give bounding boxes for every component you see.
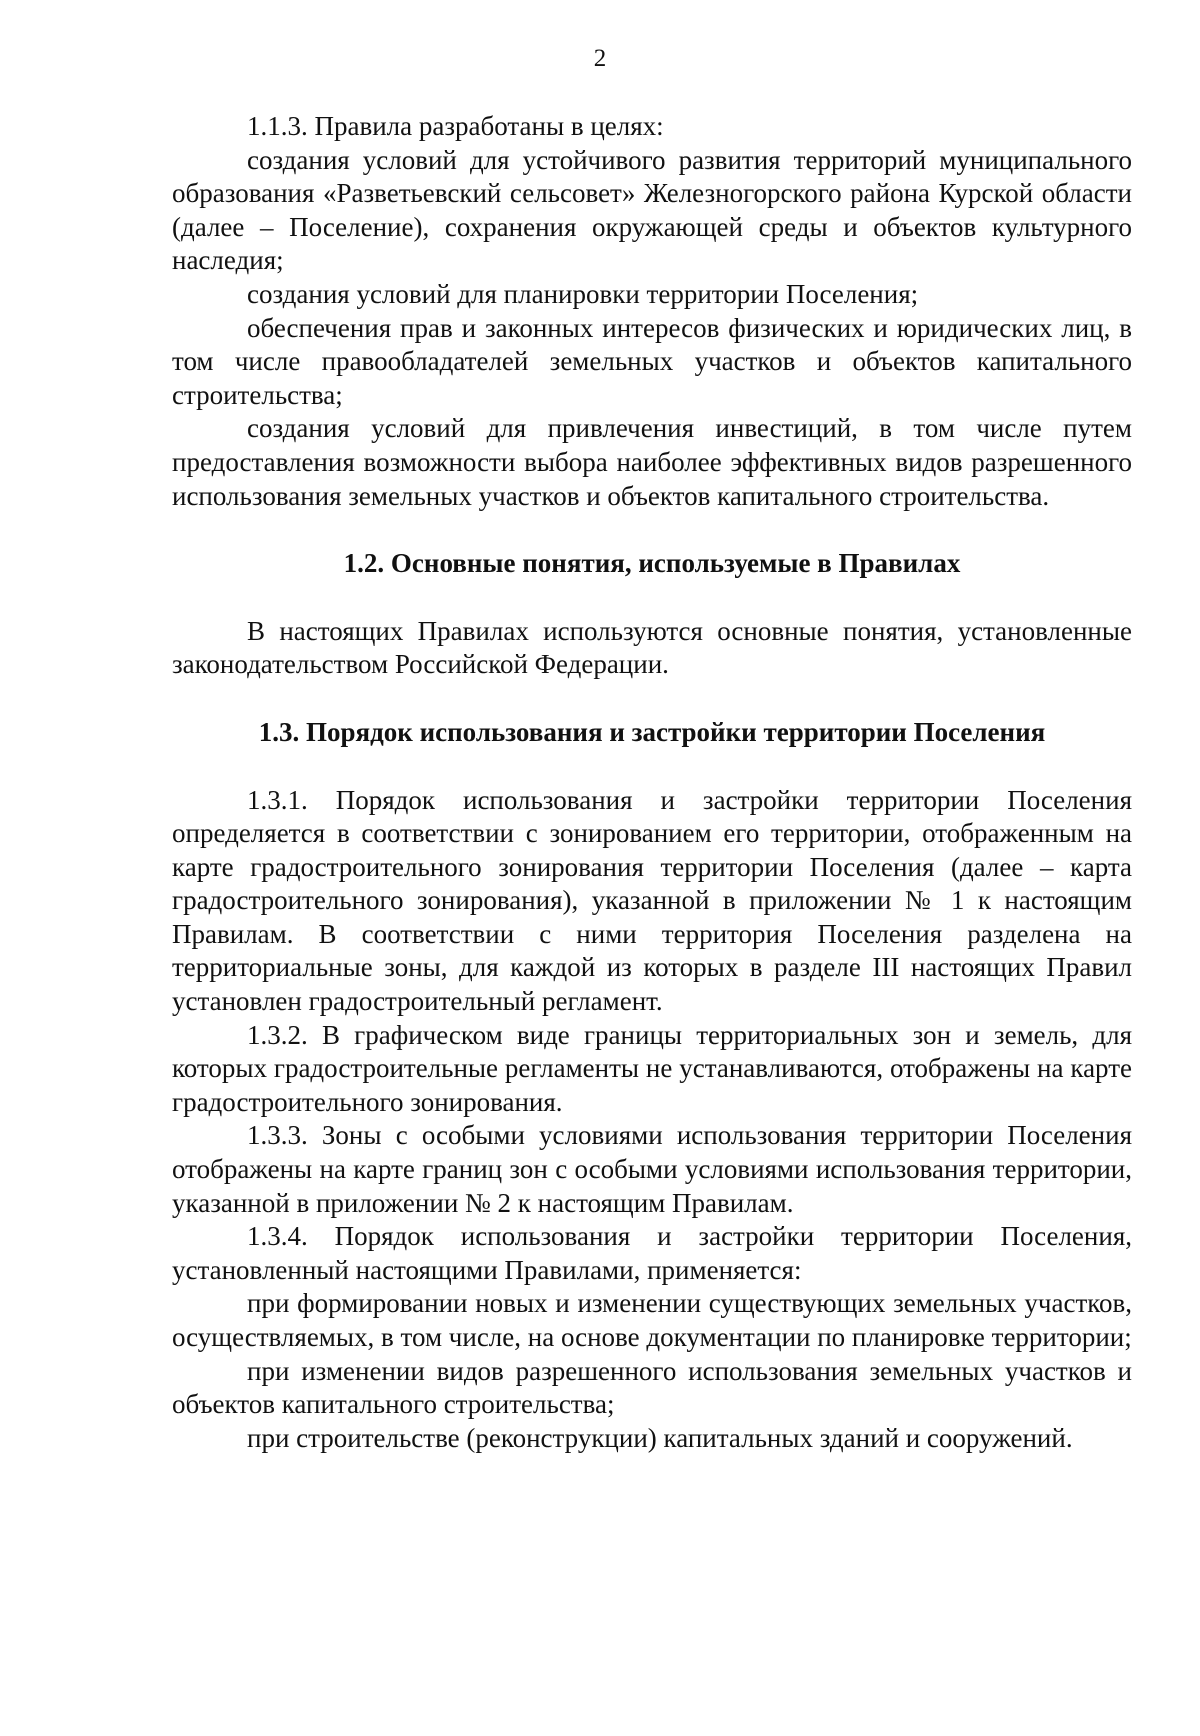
application-item: при формировании новых и изменении существующих земельных участков, осуществляемых, в том числе, на основе документации по планировке территории; bbox=[172, 1288, 1132, 1352]
section-1-2-text: В настоящих Правилах используются основные понятия, установленные законодательством Российской Федерации. bbox=[172, 615, 1132, 680]
section-1-1-3-title: 1.1.3. Правила разработаны в целях: bbox=[247, 111, 664, 141]
application-item: при строительстве (реконструкции) капитальных зданий и сооружений. bbox=[247, 1422, 1073, 1453]
section-1-3-2: 1.3.2. В графическом виде границы территориальных зон и земель, для которых градостроительные регламенты не устанавливаются, отображены на карте градостроительного зонирования. bbox=[172, 1019, 1132, 1117]
section-1-3-1: 1.3.1. Порядок использования и застройки территории Поселения определяется в соответствии с зонированием его территории, отображенным на карте градостроительного зонирования территории Поселения (далее – карта градостроительного зонирования), указанной в приложении № 1 к настоящим Правилам. В соответствии с ними территория Поселения разделена на территориальные зоны, для каждой из которых в разделе III настоящих Правил установлен градостроительный регламент. bbox=[172, 784, 1132, 1017]
page-number: 2 bbox=[593, 45, 607, 72]
goal-item: создания условий для устойчивого развития территорий муниципального образования «Разветьевский сельсовет» Железногорского района Курской области (далее – Поселение), сохранения окружающей среды и объектов культурного наследия; bbox=[172, 144, 1132, 276]
goal-item: обеспечения прав и законных интересов физических и юридических лиц, в том числе правообладателей земельных участков и объектов капитального строительства; bbox=[172, 312, 1132, 410]
goal-item: создания условий для привлечения инвестиций, в том числе путем предоставления возможности выбора наиболее эффективных видов разрешенного использования земельных участков и объектов капитального строительства. bbox=[172, 413, 1132, 511]
goal-item: создания условий для планировки территории Поселения; bbox=[247, 278, 919, 309]
section-1-3-4: 1.3.4. Порядок использования и застройки территории Поселения, установленный настоящими Правилами, применяется: bbox=[172, 1221, 1132, 1285]
document-body bbox=[172, 110, 1132, 1455]
section-1-3-3: 1.3.3. Зоны с особыми условиями использования территории Поселения отображены на карте границ зон с особыми условиями использования территории, указанной в приложении № 2 к настоящим Правилам. bbox=[172, 1120, 1132, 1218]
section-1-2-heading: 1.2. Основные понятия, используемые в Правилах bbox=[343, 548, 961, 579]
section-1-3-heading: 1.3. Порядок использования и застройки территории Поселения bbox=[258, 716, 1046, 747]
application-item: при изменении видов разрешенного использования земельных участков и объектов капитального строительства; bbox=[172, 1355, 1132, 1420]
